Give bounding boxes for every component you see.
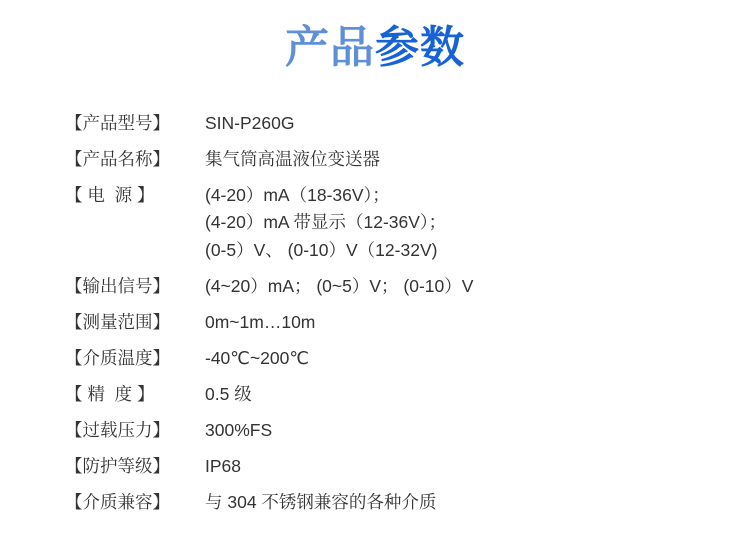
spec-list bbox=[65, 110, 705, 526]
spec-values bbox=[205, 273, 705, 300]
list-item bbox=[65, 417, 705, 444]
spec-value: (4-20）mA 带显示（12-36V）； bbox=[205, 212, 447, 233]
spec-values bbox=[205, 182, 705, 263]
spec-values bbox=[205, 453, 705, 480]
spec-label: 【防护等级】 bbox=[65, 456, 170, 477]
spec-value: 与 304 不锈钢兼容的各种介质 bbox=[205, 492, 437, 513]
spec-value: 集气筒高温液位变送器 bbox=[205, 149, 380, 170]
spec-label: 【 电 源 】 bbox=[65, 185, 155, 206]
spec-value: 0.5 级 bbox=[205, 384, 252, 404]
spec-value: (4~20）mA； (0~5）V； (0-10）V bbox=[205, 275, 474, 296]
spec-value: 0m~1m…10m bbox=[205, 311, 316, 332]
spec-values bbox=[205, 489, 705, 516]
spec-values bbox=[205, 110, 705, 137]
spec-values bbox=[205, 345, 705, 372]
list-item bbox=[65, 182, 705, 263]
list-item bbox=[65, 345, 705, 372]
list-item bbox=[65, 273, 705, 300]
spec-value: (0-5）V、 (0-10）V（12-32V) bbox=[205, 239, 438, 260]
spec-values bbox=[205, 417, 705, 444]
list-item bbox=[65, 146, 705, 173]
spec-value: 300%FS bbox=[205, 420, 273, 441]
spec-label: 【产品型号】 bbox=[65, 113, 170, 133]
list-item bbox=[65, 489, 705, 516]
spec-label: 【介质温度】 bbox=[65, 347, 170, 368]
spec-label: 【产品名称】 bbox=[65, 149, 170, 170]
spec-value: IP68 bbox=[205, 456, 241, 477]
spec-label: 【测量范围】 bbox=[65, 311, 170, 332]
spec-label: 【 精 度 】 bbox=[65, 384, 155, 404]
page-title bbox=[0, 0, 750, 75]
spec-values bbox=[205, 381, 705, 408]
spec-values bbox=[205, 309, 705, 336]
list-item bbox=[65, 110, 705, 137]
list-item bbox=[65, 453, 705, 480]
spec-label: 【输出信号】 bbox=[65, 275, 170, 296]
page-title-suffix: 参数 bbox=[375, 23, 465, 72]
spec-label: 【过载压力】 bbox=[65, 420, 170, 441]
spec-label: 【介质兼容】 bbox=[65, 492, 170, 513]
list-item bbox=[65, 309, 705, 336]
page-title-prefix: 产品 bbox=[285, 23, 375, 72]
spec-value: (4-20）mA（18-36V）； bbox=[205, 185, 390, 206]
spec-values bbox=[205, 146, 705, 173]
list-item bbox=[65, 381, 705, 408]
spec-value: SIN-P260G bbox=[205, 113, 295, 133]
spec-value: -40℃~200℃ bbox=[205, 347, 310, 368]
